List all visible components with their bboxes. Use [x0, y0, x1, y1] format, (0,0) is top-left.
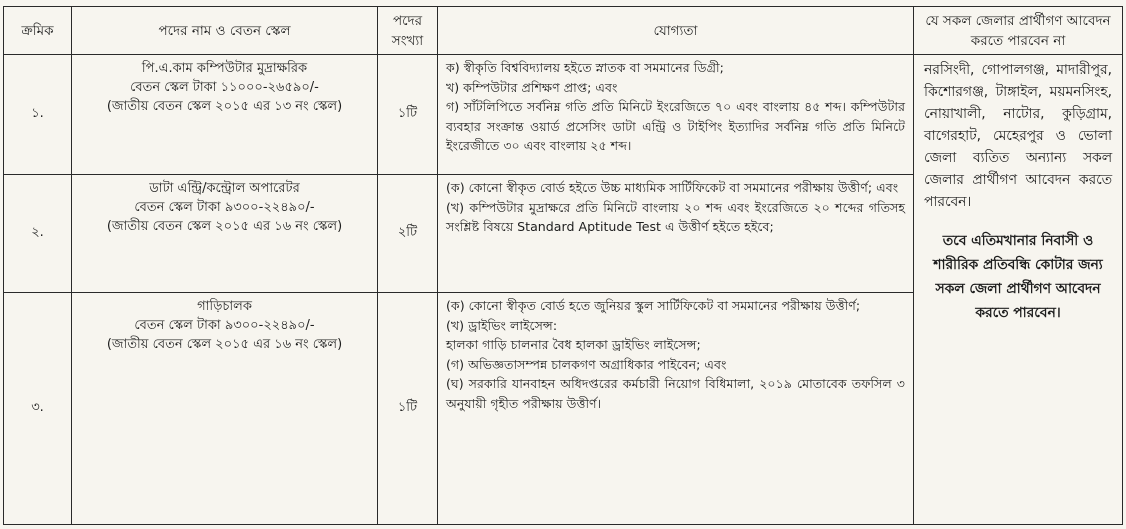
pay-grade: (জাতীয় বেতন স্কেল ২০১৫ এর ১৬ নং স্কেল) [106, 219, 343, 234]
header-row [4, 7, 1123, 55]
qualification-item: ক) স্বীকৃতি বিশ্ববিদ্যালয় হইতে স্নাতক বা সমমানের ডিগ্রী; [446, 60, 724, 75]
quota-note: তবে এতিমখানার নিবাসী ও শারীরিক প্রতিবন্ধি কোটার জন্য সকল জেলা প্রার্থীগণ আবেদন করতে পারবেন। [933, 233, 1103, 321]
post-cell [72, 175, 378, 293]
header-qualification: যোগ্যতা [438, 7, 914, 55]
post-count: ১টি [378, 55, 438, 175]
post-count: ১টি [378, 293, 438, 525]
qualification-item: খ) কম্পিউটার প্রশিক্ষণ প্রাপ্ত; এবং [446, 79, 618, 95]
qualification-cell [438, 175, 914, 293]
table-row [4, 55, 1123, 175]
post-title: গাড়িচালক [197, 299, 252, 314]
qualification-item: হালকা গাড়ি চালনার বৈধ হালকা ড্রাইভিং লাইসেন্স; [446, 337, 701, 352]
qualification-cell [438, 55, 914, 175]
qualification-item: (ক) কোনো স্বীকৃত বোর্ড হইতে উচ্চ মাধ্যমিক সার্টিফিকেট বা সমমানের পরীক্ষায় উত্তীর্ণ; এবং [446, 180, 899, 195]
pay-grade: (জাতীয় বেতন স্কেল ২০১৫ এর ১৬ নং স্কেল) [106, 337, 343, 352]
post-cell [72, 55, 378, 175]
header-count: পদের সংখ্যা [378, 7, 438, 55]
qualification-item: (খ) কম্পিউটার মুদ্রাক্ষরে প্রতি মিনিটে বাংলায় ২০ শব্দ এবং ইংরেজিতে ২০ শব্দের গতিসহ সংশ্লিষ্ট বিষয়ে Standard Aptitude Test এ উত্তীর্ণ হইতে হইবে; [446, 199, 905, 234]
qualification-item: (খ) ড্রাইভিং লাইসেন্স: [446, 317, 558, 333]
vacancy-table [3, 6, 1123, 525]
post-title: ডাটা এন্ট্রি/কন্ট্রোল অপারেটর [149, 181, 300, 196]
pay-scale: বেতন স্কেল টাকা ৯৩০০-২২৪৯০/- [134, 318, 315, 333]
qualification-cell [438, 293, 914, 525]
post-title: পি.এ.কাম কম্পিউটার মুদ্রাক্ষরিক [141, 61, 308, 76]
post-cell [72, 293, 378, 525]
pay-scale: বেতন স্কেল টাকা ১১০০০-২৬৫৯০/- [130, 80, 319, 95]
header-post: পদের নাম ও বেতন স্কেল [72, 7, 378, 55]
header-districts: যে সকল জেলার প্রার্থীগণ আবেদন করতে পারবেন না [914, 7, 1123, 55]
qualification-item: (ক) কোনো স্বীকৃত বোর্ড হতে জুনিয়র স্কুল সার্টিফিকেট বা সমমানের পরীক্ষায় উত্তীর্ণ; [446, 298, 861, 313]
districts-cell [914, 55, 1123, 525]
header-serial: ক্রমিক [4, 7, 72, 55]
row-serial: ৩. [4, 293, 72, 525]
qualification-item: (ঘ) সরকারি যানবাহন অধিদপ্তরের কর্মচারী নিয়োগ বিধিমালা, ২০১৯ মোতাবেক তফসিল ৩ অনুযায়ী গৃহীত পরীক্ষায় উত্তীর্ণ। [446, 376, 905, 411]
pay-grade: (জাতীয় বেতন স্কেল ২০১৫ এর ১৩ নং স্কেল) [106, 99, 343, 114]
qualification-item: (গ) অভিজ্ঞতাসম্পন্ন চালকগণ অগ্রাধিকার পাইবেন; এবং [446, 356, 727, 372]
qualification-item: গ) সাঁটলিপিতে সর্বনিম্ন গতি প্রতি মিনিটে ইংরেজিতে ৭০ এবং বাংলায় ৪৫ শব্দ। কম্পিউটার ব্যবহার সংক্রান্ত ওয়ার্ড প্রসেসিং ডাটা এন্ট্রি ও টাইপিং ইত্যাদির সর্বনিম্ন গতি প্রতি মিনিটে ইংরেজীতে ৩০ এবং বাংলায় ২৫ শব্দ। [446, 99, 905, 153]
row-serial: ২. [4, 175, 72, 293]
pay-scale: বেতন স্কেল টাকা ৯৩০০-২২৪৯০/- [134, 200, 315, 215]
row-serial: ১. [4, 55, 72, 175]
excluded-districts-text: নরসিংদী, গোপালগঞ্জ, মাদারীপুর, কিশোরগঞ্জ, টাঙ্গাইল, ময়মনসিংহ, নোয়াখালী, নাটোর, কুড়িগ্রাম, বাগেরহাট, মেহেরপুর ও ভোলা জেলা ব্যতিত অন্যান্য সকল জেলার প্রার্থীগণ আবেদন করতে পারবেন। [924, 62, 1112, 210]
post-count: ২টি [378, 175, 438, 293]
